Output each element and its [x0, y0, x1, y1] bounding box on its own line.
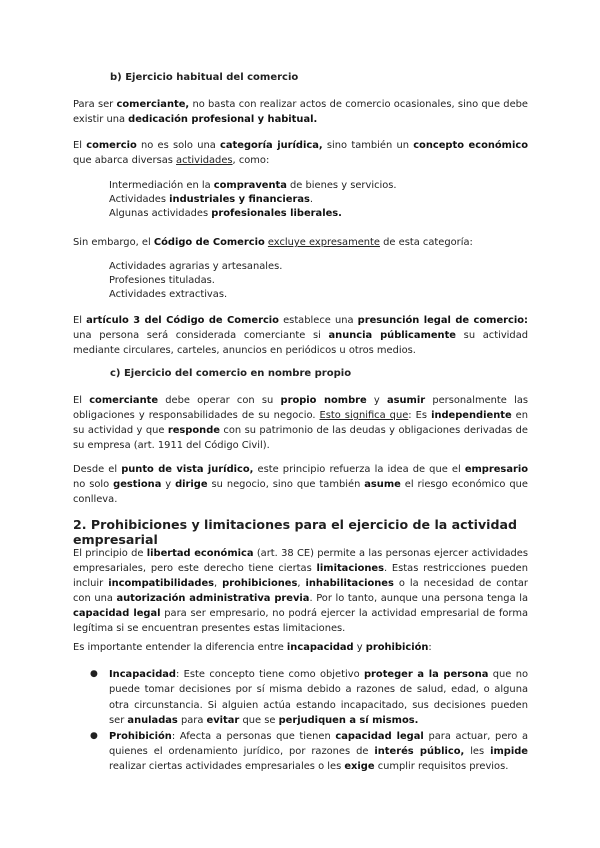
text-run: para actuar, pero a quienes el ordenamiento jurídico, por razones de — [109, 730, 528, 758]
text-run: Desde el — [73, 464, 122, 475]
underlined-text: excluye expresamente — [267, 237, 380, 248]
sec-b-paragraph-1 — [73, 97, 528, 127]
bold-text: gestiona — [113, 479, 162, 490]
text-run: personalmente las obligaciones y responsabilidades de su negocio. — [73, 395, 529, 421]
text-run: realizar ciertas actividades empresariales o les — [109, 761, 345, 773]
text-run: una persona será considerada comerciante si — [73, 330, 329, 341]
list-item — [73, 207, 528, 221]
list-item — [73, 667, 528, 729]
text-run: no basta con realizar actos de comercio ocasionales, sino que debe existir una — [73, 99, 528, 125]
bold-text: comerciante, — [116, 99, 190, 110]
list-marker: ● — [90, 730, 98, 741]
text-run: con su patrimonio de las deudas y obligaciones derivadas de su empresa (art. 1911 del Código Civil). — [73, 425, 528, 451]
text-run: Actividades extractivas. — [109, 289, 228, 300]
list-item — [73, 260, 528, 274]
sec-b-paragraph-3 — [73, 235, 528, 250]
text-run: debe operar con su — [158, 395, 281, 406]
text-run: El — [73, 395, 90, 406]
bold-text: dedicación profesional y habitual. — [128, 114, 318, 125]
sec-b-paragraph-2 — [73, 138, 528, 168]
text-run: les — [464, 746, 491, 758]
text-run: : — [428, 642, 432, 653]
text-run: Actividades — [109, 194, 170, 205]
text-run: Es importante entender la diferencia entre — [73, 642, 287, 653]
text-run: , — [214, 578, 223, 589]
section-2-heading: 2. Prohibiciones y limitaciones para el ejercicio de la actividad empresarial — [73, 517, 518, 547]
text-run: que abarca diversas — [73, 155, 177, 166]
text-run: y — [366, 395, 387, 406]
list-marker: ● — [90, 669, 98, 679]
bold-text: empresario — [464, 464, 529, 475]
text-run: . Por lo tanto, aunque una persona tenga la — [309, 593, 529, 604]
sec-b-excluded-list — [73, 260, 528, 302]
bold-text: compraventa — [213, 180, 287, 191]
bold-text: artículo 3 del Código de Comercio — [86, 315, 279, 326]
bold-text: industriales y financieras — [169, 194, 310, 205]
bold-text: limitaciones — [316, 563, 384, 574]
bold-text: concepto económico — [413, 140, 528, 151]
bold-text: incompatibilidades — [108, 578, 215, 589]
sec-c-paragraph-1 — [73, 393, 528, 453]
list-item — [73, 193, 528, 207]
bold-text: incapacidad — [286, 642, 354, 653]
text-run: . Estas restricciones pueden incluir — [73, 563, 528, 589]
bold-text: asume — [364, 479, 401, 490]
bold-text: presunción legal de comercio: — [357, 315, 528, 326]
text-run: este principio refuerza la idea de que el — [253, 464, 465, 475]
bold-text: anuladas — [127, 715, 178, 727]
text-run: (art. 38 CE) permite a las personas ejercer actividades empresariales, pero este derecho tiene ciertas — [73, 548, 529, 574]
bold-text: libertad económica — [146, 548, 254, 559]
bold-text: Código de Comercio — [153, 237, 265, 248]
underlined-text: Esto significa que — [319, 410, 409, 421]
text-run: sino también un — [322, 140, 414, 151]
text-run: para ser empresario, no podrá ejercer la actividad empresarial de forma legítima si se encuentran presentes estas limitaciones. — [73, 608, 528, 634]
bold-text: asumir — [386, 395, 426, 406]
text-run: el riesgo económico que conlleva. — [73, 479, 528, 505]
underlined-text: actividades — [176, 155, 233, 166]
section-c-heading: c) Ejercicio del comercio en nombre propio — [110, 368, 352, 379]
list-item — [73, 288, 528, 302]
text-run: que no puede tomar decisiones por sí misma debido a razones de salud, edad, o alguna otra circunstancia. Si alguien actúa estando incapacitado, sus decisiones pueden ser — [109, 669, 529, 727]
text-run: establece una — [278, 315, 358, 326]
section-b-heading: b) Ejercicio habitual del comercio — [110, 72, 299, 83]
text-run: El — [73, 315, 87, 326]
bold-text: comerciante — [89, 395, 159, 406]
text-run: Para ser — [73, 99, 117, 110]
text-run: Actividades agrarias y artesanales. — [109, 261, 283, 272]
text-run: que se — [239, 715, 279, 727]
bold-text: independiente — [431, 410, 512, 421]
bold-text: categoría jurídica, — [220, 140, 323, 151]
text-run: en su actividad y que — [73, 410, 528, 436]
bold-text: inhabilitaciones — [305, 578, 394, 589]
bold-text: anuncia públicamente — [328, 330, 457, 341]
text-run: El principio de — [73, 548, 147, 559]
sec-2-paragraph-2 — [73, 640, 528, 655]
list-item — [73, 274, 528, 288]
text-run: Intermediación en la — [109, 180, 214, 191]
bold-text: Incapacidad — [109, 669, 176, 680]
text-run: no es solo una — [136, 140, 221, 151]
list-item — [73, 729, 528, 775]
text-run: Sin embargo, el — [73, 237, 154, 248]
text-run: , como: — [232, 155, 270, 166]
text-run: , — [297, 578, 306, 589]
sec-c-paragraph-2 — [73, 462, 528, 507]
bold-text: evitar — [206, 715, 240, 727]
text-run: Algunas actividades — [109, 208, 212, 219]
bold-text: Prohibición — [109, 730, 172, 742]
bold-text: punto de vista jurídico, — [121, 464, 254, 475]
bold-text: capacidad legal — [335, 730, 424, 742]
bold-text: profesionales liberales. — [211, 208, 342, 219]
bold-text: proteger a la persona — [363, 669, 489, 680]
bold-text: responde — [167, 425, 220, 436]
sec-2-bullet-list — [73, 667, 528, 775]
text-run: de esta categoría: — [380, 237, 473, 248]
bold-text: comercio — [86, 140, 137, 151]
text-run: : Este concepto tiene como objetivo — [176, 669, 364, 680]
bold-text: dirige — [175, 479, 208, 490]
sec-b-activity-list — [73, 179, 528, 221]
text-run: . — [309, 194, 314, 205]
bold-text: prohibiciones — [222, 578, 298, 589]
text-run: o la necesidad de contar con una — [73, 578, 528, 604]
sec-b-paragraph-4 — [73, 313, 528, 358]
sec-2-paragraph-1 — [73, 546, 528, 636]
bold-text: perjudiquen a sí mismos. — [278, 715, 419, 727]
text-run: : Es — [408, 410, 432, 421]
text-run: y — [353, 642, 366, 653]
text-run: de bienes y servicios. — [286, 180, 397, 191]
text-run: Profesiones tituladas. — [109, 275, 215, 286]
text-run: su negocio, sino que también — [207, 479, 365, 490]
text-run: El — [73, 140, 87, 151]
list-item — [73, 179, 528, 193]
bold-text: propio nombre — [280, 395, 367, 406]
text-run: no solo — [73, 479, 114, 490]
bold-text: interés público, — [374, 746, 465, 758]
text-run: su actividad mediante circulares, carteles, anuncios en periódicos u otros medios. — [73, 330, 529, 356]
bold-text: capacidad legal — [73, 608, 161, 619]
text-run: : Afecta a personas que tienen — [171, 730, 336, 742]
text-run: y — [161, 479, 176, 490]
bold-text: autorización administrativa previa — [116, 593, 310, 604]
text-run: para — [177, 715, 207, 727]
bold-text: impide — [490, 746, 529, 758]
bold-text: exige — [344, 761, 375, 773]
text-run: cumplir requisitos previos. — [374, 761, 509, 773]
bold-text: prohibición — [365, 642, 429, 653]
